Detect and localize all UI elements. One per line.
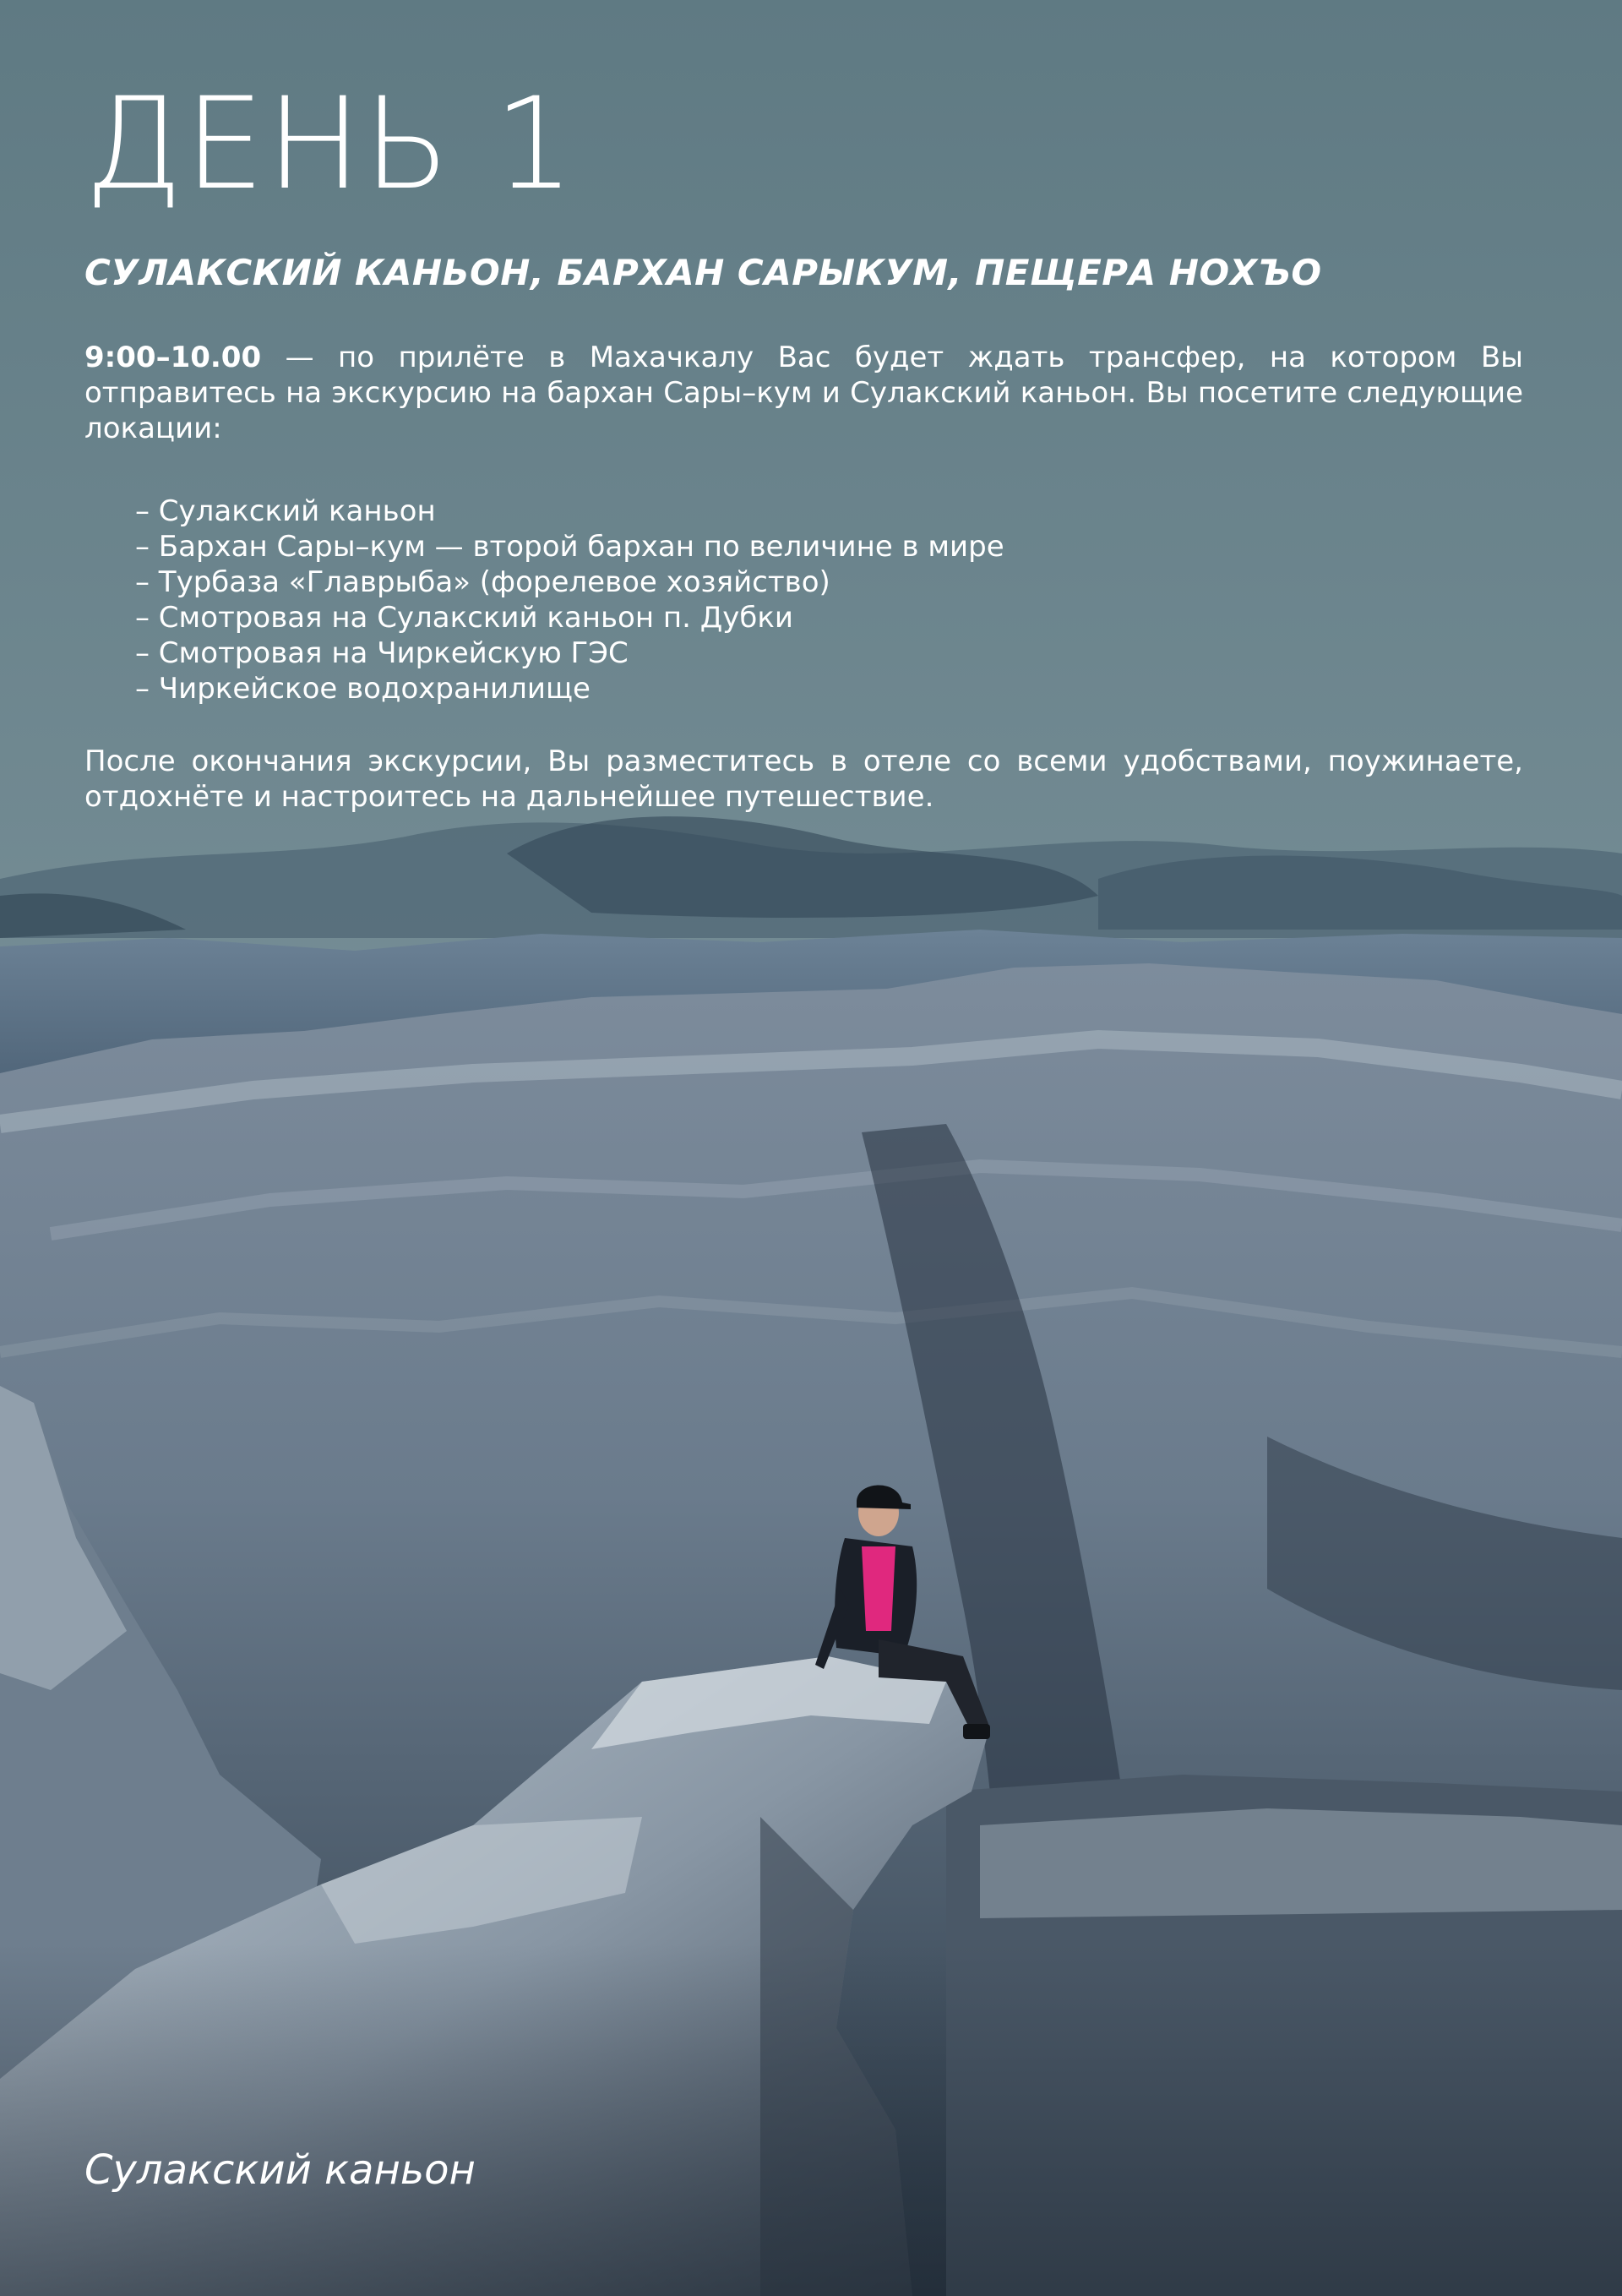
list-item: – Чиркейское водохранилище [135,672,591,706]
page-title: ДЕНЬ 1 [84,71,577,218]
list-item: – Бархан Сары–кум — второй бархан по величине в мире [135,530,1004,564]
intro-time: 9:00–10.00 [84,341,262,374]
list-item: – Смотровая на Сулакский каньон п. Дубки [135,601,793,635]
photo-caption: Сулакский каньон [84,2146,476,2194]
list-item: – Сулакский каньон [135,494,436,528]
intro-text: — по прилёте в Махачкалу Вас будет ждать трансфер, на котором Вы отправитесь на экскурсию на бархан Сары–кум и Сулакский каньон. Вы посетите следующие локации: [84,341,1523,445]
locations-list [135,494,1004,706]
outro-paragraph: После окончания экскурсии, Вы разместитесь в отеле со всеми удобствами, поужинаете, отдохнёте и настроитесь на дальнейшее путешествие. [84,744,1523,814]
list-item: – Турбаза «Главрыба» (форелевое хозяйство) [135,565,830,599]
intro-paragraph [84,340,1523,446]
day-subtitle: СУЛАКСКИЙ КАНЬОН, БАРХАН САРЫКУМ, ПЕЩЕРА НОХЪО [84,252,1322,293]
list-item: – Смотровая на Чиркейскую ГЭС [135,636,629,670]
